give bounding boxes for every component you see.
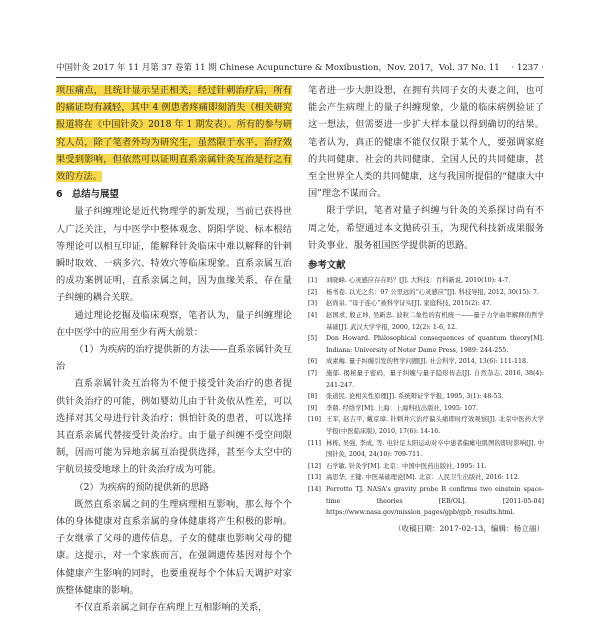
reference-text: 高思华, 王键. 中医基础理论[M]. 北京：人民卫生出版社, 2016: 112. (326, 474, 520, 482)
paragraph-prevention: 既然直系亲属之间的生理病理相互影响，那么每个个体的身体健康对直系亲属的身体健康将产生积极的影响。子女继承了父母的遗传信息，子女的健康也影响父母的健康。这提示，对一个家族而言，在强调遗传基因对每个个体健康产生影响的同时，也要重视每个个体后天调护对家族整体健康的影响。 (56, 498, 292, 596)
header-rule (56, 77, 544, 78)
reference-text: 赵尚泉. “母子连心”被科学证实[J]. 家庭科技, 2015(2): 47. (326, 300, 492, 308)
paragraph-couples: 笔者进一步大胆设想，在拥有共同子女的夫妻之间，也可能会产生病理上的量子纠缠现象，少量的临床病例验证了这一想法，但需要进一步扩大样本量以得到确切的结果。笔者认为，真正的健康不能仅仅限于某个人，要强调家庭的共同健康、社会的共同健康、全国人民的共同健康，甚至全世界全人类的共同健康，这与我国所提倡的“健康大中国”理念不谋而合。 (308, 85, 544, 200)
reference-text: 石学敏. 针灸学[M]. 北京：中国中医药出版社, 1995: 11. (326, 462, 487, 470)
reference-text: 林栋, 吴强, 李成, 等. 电针足太阳运动对卒中患者偏瘫电肌图的即时影响[J]. 中国针灸, 2004, 24(10): 709-711. (326, 439, 544, 459)
reference-text: 赵国求, 殷正坤, 吴新忠. 波粒二象性的有机统一——量子力学曲率解释的哲学基础[J]. 武汉大学学报, 2000, 12(2): 1-6, 12. (326, 312, 544, 331)
page-number: · 1237 · (511, 63, 544, 73)
subheading-prevention: （2）为疾病的预防提供新的思路 (74, 481, 209, 493)
reference-number: [7] (308, 369, 317, 377)
reference-text: Perrotto TJ. NASA's gravity probe B confirms two einstein space-time theories [EB/OL]. [2011-05-04] https://www.nasa.gov/mission_pages/gpb/gpb_results.html. (326, 485, 544, 517)
running-header (56, 60, 544, 76)
reference-number: [11] (308, 439, 321, 447)
reference-text: 王军, 赵吉平, 戴京璋. 针刺井穴治疗偏头痛即时疗效观察[J]. 北京中医药大学学报(中医临床版), 2010, 17(6): 14-16. (326, 416, 544, 435)
reference-item (308, 368, 544, 391)
reference-item (308, 484, 544, 519)
reference-item (308, 461, 544, 473)
reference-item (308, 275, 544, 287)
reference-number: [2] (308, 288, 317, 296)
highlight-text: 项压痛点，且统计显示呈正相关，经过针刺治疗后，所有的痛证均有减轻，其中 4 例患者疼痛即刻消失（相关研究报道将在《中国针灸》2018 年 1 期发表）。所有的参与研究人员，除了笔者外均为研究生，虽然限于水平，治疗效果受到影响，但依然可以证明直系亲属针灸互治是行之有效的方法。 (56, 85, 292, 183)
reference-number: [9] (308, 404, 317, 412)
journal-info: 中国针灸 2017 年 11 月第 37 卷第 11 期 Chinese Acupuncture & Moxibustion，Nov. 2017，Vol. 37 No. 11 (56, 63, 500, 73)
reference-number: [8] (308, 393, 317, 401)
paragraph-closing: 限于学识，笔者对量子纠缠与针灸的关系探讨尚有不周之处，希望通过本文抛砖引玉，为现代科技新成果服务针灸事业、服务祖国医学提供新的思路。 (308, 205, 544, 251)
reference-item (308, 403, 544, 415)
paragraph-prospects: 通过理论挖掘及临床观察，笔者认为，量子纠缠理论在中医学中的应用至少有两大前景： (56, 309, 292, 338)
reference-item (308, 298, 544, 310)
paragraph-treatment: 直系亲属针灸互治将为不便于接受针灸治疗的患者提供针灸治疗的可能，例如婴幼儿由于针灸依从性差，可以选择对其父母进行针灸治疗；惧怕针灸的患者，可以选择其直系亲属代替接受针灸治疗。由于量子纠缠不受空间限制，因而可能为异地亲属互治提供选择，甚至今太空中的宇航员接受地球上的针灸治疗成为可能。 (56, 378, 292, 476)
received-date: （收稿日期：2017-02-13，编辑：杨立丽） (393, 523, 544, 533)
paragraph-quantum: 量子纠缠理论是近代物理学的新发现，当前已获得世人广泛关注，与中医学中整体观念、阴阳学说、标本根结等理论可以相互印证，能解释针灸临床中难以解释的针刺瞬时取效、一病多穴、特效穴等临床现象。直系亲属互治的成功案例证明，直系亲属之间，因为血缘关系，存在量子纠缠的耦合关联。 (56, 206, 292, 304)
reference-text: 杨书卷. 以光之名：97 公里远的“心灵感应”[J]. 科技导报, 2012, 30(15): 7. (326, 288, 539, 296)
reference-text: Don Howard. Philosophical consequences of quantum theory[M]. Indiana: University of Noter Dame Press, 1989: 244-255. (326, 335, 544, 354)
subheading-treatment: （1）为疾病的治疗提供新的方法——直系亲属针灸互治 (56, 344, 292, 373)
section-title: 6 总结与展望 (56, 189, 119, 201)
reference-item (308, 438, 544, 461)
references-title: 参考文献 (308, 260, 346, 272)
reference-number: [13] (308, 474, 321, 482)
reference-number: [6] (308, 358, 317, 366)
reference-text: 张道民. 论相关性原理[J]. 系统辩证学学报, 1995, 3(1): 48-53. (326, 393, 504, 401)
reference-number: [3] (308, 300, 317, 308)
reference-number: [1] (308, 277, 317, 285)
reference-item (308, 391, 544, 403)
left-column (56, 82, 292, 616)
reference-item (308, 356, 544, 368)
reference-number: [14] (308, 485, 321, 493)
reference-text: 李鼎. 经络学[M]. 上海：上海科技出版社, 1995: 107. (326, 404, 478, 412)
reference-number: [4] (308, 312, 317, 320)
reference-text: 成素梅. 量子纠缠引发的哲学问题[J]. 社会科学, 2014, 13(6): 111-118. (326, 358, 529, 366)
reference-text: 刘晓峰. 心灵感应存在吗？[J]. 大科技：百科新说, 2010(10): 4-7. (326, 277, 511, 285)
reference-item (308, 310, 544, 333)
reference-item (308, 472, 544, 484)
reference-text: 施郁. 揭秘量子密码，量子纠缠与量子隐形传态[J]. 自然杂志, 2016, 38(4): 241-247. (326, 369, 544, 389)
reference-item (308, 414, 544, 437)
reference-number: [12] (308, 462, 321, 470)
reference-number: [10] (308, 416, 321, 424)
paragraph-continued: 不仅直系亲属之间存在病理上互相影响的关系， (74, 602, 268, 614)
reference-number: [5] (308, 335, 317, 343)
reference-item (308, 333, 544, 356)
reference-item (308, 287, 544, 299)
right-column (308, 82, 544, 537)
reference-list (308, 275, 544, 518)
highlighted-paragraph (56, 82, 292, 185)
